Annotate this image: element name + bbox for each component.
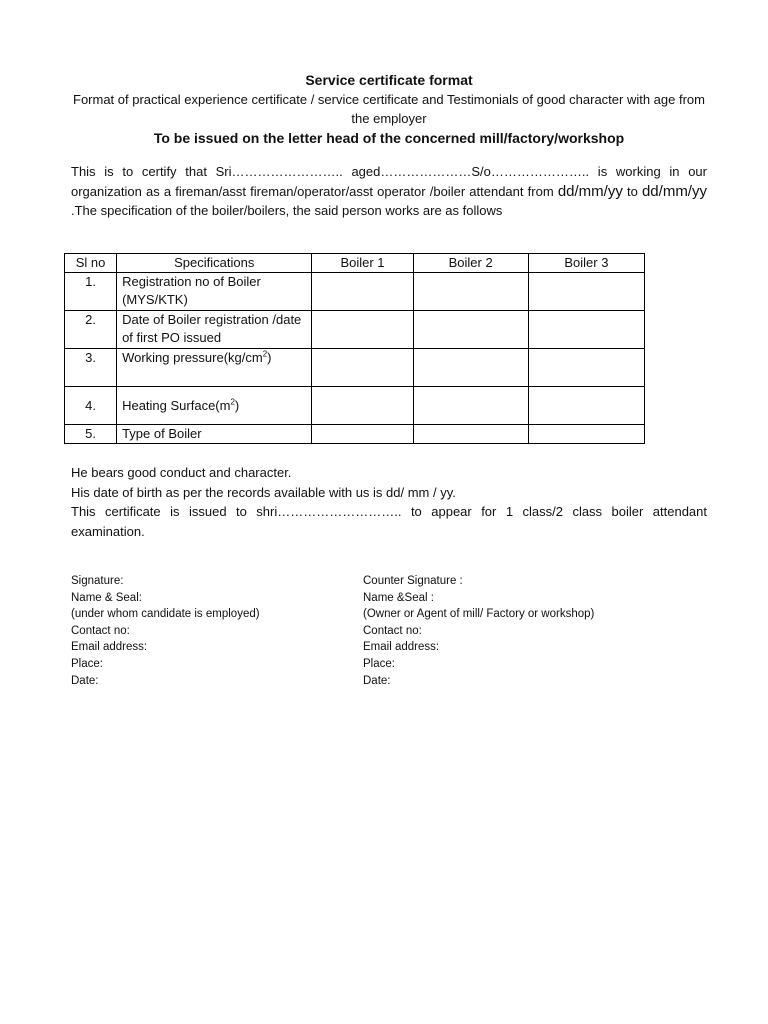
intro-paragraph	[71, 162, 707, 221]
boiler-2-cell	[413, 273, 528, 311]
row-sl: 1.	[65, 273, 117, 311]
header-sl-no: Sl no	[65, 254, 117, 273]
boiler-1-cell	[312, 425, 413, 444]
name-seal-label: Name &Seal :	[363, 591, 434, 604]
row-spec: Registration no of Boiler (MYS/KTK)	[117, 273, 312, 311]
boiler-3-cell	[528, 311, 644, 349]
document-title: Service certificate format	[305, 72, 473, 88]
table-header-row	[65, 254, 645, 273]
boiler-3-cell	[528, 425, 644, 444]
signature-label: Signature:	[71, 575, 124, 587]
place-label: Place:	[71, 657, 103, 670]
name-seal-label: Name & Seal:	[71, 591, 142, 604]
employer-note: (under whom candidate is employed)	[71, 608, 260, 621]
boiler-1-cell	[312, 349, 413, 387]
contact-label: Contact no:	[71, 624, 130, 637]
superscript: 2	[230, 397, 235, 407]
row-sl: 4.	[65, 387, 117, 425]
table-row	[65, 387, 645, 425]
row-spec-text: Working pressure(kg/cm	[122, 350, 263, 365]
header-specifications: Specifications	[117, 254, 312, 273]
boiler-2-cell	[413, 425, 528, 444]
row-spec-text: Heating Surface(m	[122, 397, 231, 413]
table-row	[65, 349, 645, 387]
intro-text-1: This is to certify that Sri…………………….. aged…………………S/o………………….. is working in our organization as a fireman/asst fireman/operator/asst operator /boiler attendant from	[71, 164, 707, 199]
document-instruction: To be issued on the letter head of the concerned mill/factory/workshop	[153, 130, 625, 146]
date-label: Date:	[71, 674, 99, 687]
boiler-2-cell	[413, 387, 528, 425]
row-spec	[117, 387, 312, 425]
document-subtitle: Format of practical experience certificate / service certificate and Testimonials of good character with age from the employer	[73, 92, 705, 126]
header-boiler-3: Boiler 3	[528, 254, 644, 273]
conduct-line: He bears good conduct and character.	[71, 465, 292, 480]
place-label: Place:	[363, 657, 395, 670]
row-sl: 2.	[65, 311, 117, 349]
row-sl: 5.	[65, 425, 117, 444]
row-spec-tail: )	[234, 397, 240, 413]
issue-purpose-line: This certificate is issued to shri……………………….. to appear for 1 class/2 class boiler attendant examination.	[71, 504, 707, 539]
owner-note: (Owner or Agent of mill/ Factory or workshop)	[363, 608, 595, 621]
date-label: Date:	[363, 674, 391, 687]
birth-date-line: His date of birth as per the records available with us is dd/ mm / yy.	[71, 484, 456, 500]
email-label: Email address:	[71, 641, 148, 654]
from-date: dd/mm/yy	[557, 182, 623, 200]
boiler-specification-table	[64, 253, 645, 444]
boiler-1-cell	[312, 311, 413, 349]
document-header	[64, 70, 714, 148]
boiler-1-cell	[312, 273, 413, 311]
row-sl: 3.	[65, 349, 117, 387]
header-boiler-2: Boiler 2	[413, 254, 528, 273]
boiler-2-cell	[413, 311, 528, 349]
row-spec: Date of Boiler registration /date of first PO issued	[117, 311, 312, 349]
boiler-3-cell	[528, 349, 644, 387]
boiler-3-cell	[528, 387, 644, 425]
boiler-2-cell	[413, 349, 528, 387]
boiler-3-cell	[528, 273, 644, 311]
contact-label: Contact no:	[363, 624, 422, 637]
employer-signature-block	[71, 573, 260, 689]
table-row	[65, 273, 645, 311]
row-spec: Type of Boiler	[117, 425, 312, 444]
counter-signature-block	[363, 573, 594, 689]
conduct-section	[71, 463, 707, 541]
table-row	[65, 425, 645, 444]
email-label: Email address:	[363, 641, 440, 654]
to-date: dd/mm/yy	[641, 182, 707, 200]
header-boiler-1: Boiler 1	[312, 254, 413, 273]
intro-text-2: to	[622, 183, 642, 199]
table-row	[65, 311, 645, 349]
superscript: 2	[262, 349, 268, 359]
boiler-1-cell	[312, 387, 413, 425]
row-spec-tail: )	[267, 350, 272, 365]
row-spec	[117, 349, 312, 387]
intro-text-3: .The specification of the boiler/boilers, the said person works are as follows	[71, 203, 503, 218]
counter-signature-label: Counter Signature :	[363, 575, 463, 587]
